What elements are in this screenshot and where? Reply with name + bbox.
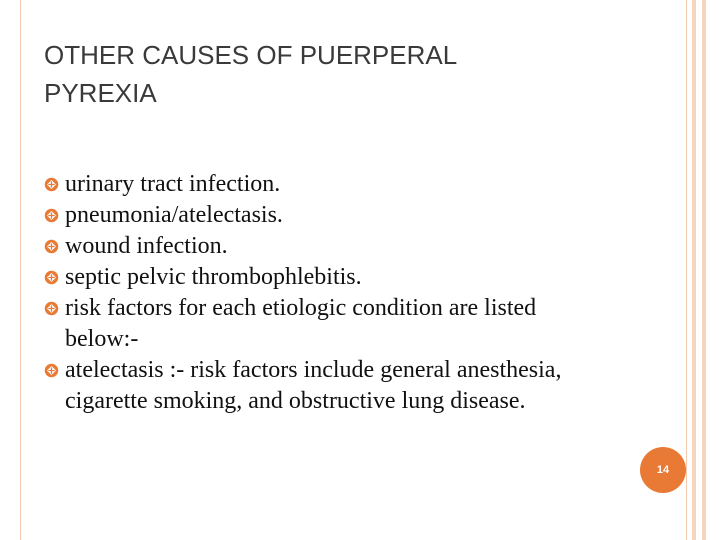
list-item [44,231,604,262]
diamond-cross-bullet-icon [44,270,59,285]
bullet-text: risk factors for each etiologic condition are listed below:- [65,295,537,352]
diamond-cross-bullet-icon [44,301,59,316]
slide-title-line: OTHER CAUSES OF PUERPERAL [44,40,458,70]
list-item [44,355,604,417]
slide-title [44,36,604,112]
diamond-cross-bullet-icon [44,177,59,192]
list-item [44,169,604,200]
page-number: 14 [656,464,670,476]
right-stripe [692,0,696,540]
bullet-text: atelectasis :- risk factors include general anesthesia, cigarette smoking, and obstructive lung disease. [65,357,562,414]
bullet-text: urinary tract infection. [65,171,281,197]
page-number-badge [640,447,686,493]
slide-title-line: PYREXIA [44,78,157,108]
right-stripe-outer [702,0,706,540]
bullet-text: septic pelvic thrombophlebitis. [65,264,362,290]
list-item [44,293,604,355]
bullet-text: pneumonia/atelectasis. [65,202,283,228]
list-item [44,200,604,231]
bullet-text: wound infection. [65,233,228,259]
list-item [44,262,604,293]
diamond-cross-bullet-icon [44,363,59,378]
bullet-list [44,169,604,417]
diamond-cross-bullet-icon [44,239,59,254]
diamond-cross-bullet-icon [44,208,59,223]
